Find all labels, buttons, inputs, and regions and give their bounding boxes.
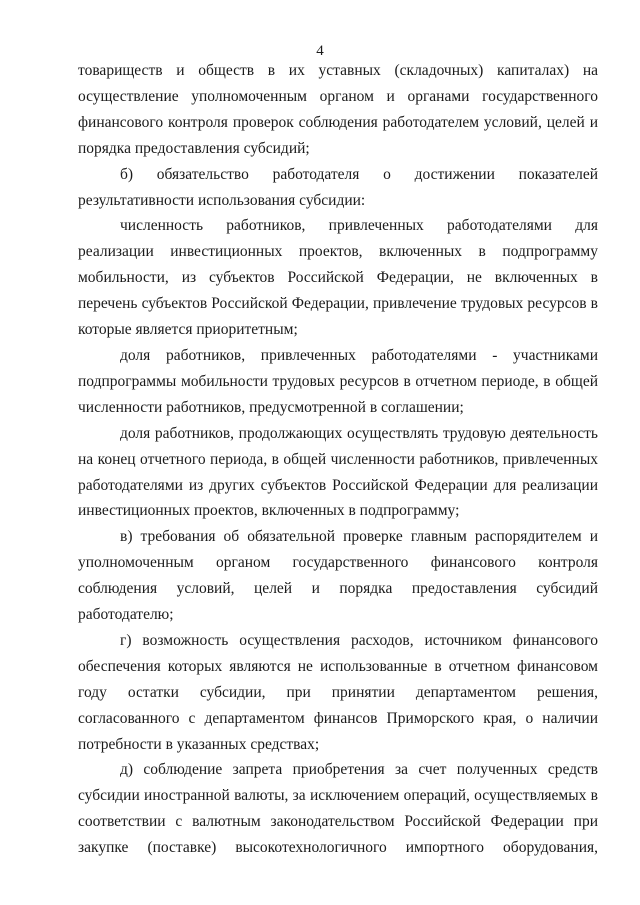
paragraph-indicator-share-attracted: доля работников, привлеченных работодателями - участниками подпрограммы мобильности трудовых ресурсов в отчетном периоде, в общей численности работников, предусмотренной в соглашении; bbox=[78, 346, 598, 416]
paragraph-item-v: в) требования об обязательной проверке главным распорядителем и уполномоченным органом государственного финансового контроля соблюдения условий, целей и порядка предоставления субсидий работодателю; bbox=[78, 528, 598, 624]
paragraph-item-d: д) соблюдение запрета приобретения за счет полученных средств субсидии иностранной валюты, за исключением операций, осуществляемых в соответствии с валютным законодательством Российской Федерации при закупке (поставке) высокотехнологичного импортного оборудования, bbox=[78, 761, 598, 857]
page-number: 4 bbox=[316, 43, 324, 59]
paragraph-indicator-headcount: численность работников, привлеченных работодателями для реализации инвестиционных проектов, включенных в подпрограмму мобильности, из субъектов Российской Федерации, не включенных в перечень субъектов Российской Федерации, привлечение трудовых ресурсов в которые является приоритетным; bbox=[78, 217, 598, 339]
document-body bbox=[78, 58, 598, 861]
paragraph-continuation: товариществ и обществ в их уставных (складочных) капиталах) на осуществление уполномоченным органом и органами государственного финансового контроля проверок соблюдения работодателем условий, целей и порядка предоставления субсидий; bbox=[78, 62, 598, 157]
paragraph-indicator-share-retained: доля работников, продолжающих осуществлять трудовую деятельность на конец отчетного периода, в общей численности работников, привлеченных работодателями из других субъектов Российской Федерации для реализации инвестиционных проектов, включенных в подпрограмму; bbox=[78, 424, 598, 520]
paragraph-item-g: г) возможность осуществления расходов, источником финансового обеспечения которых являются не использованные в отчетном финансовом году остатки субсидии, при принятии департаментом решения, согласованного с департаментом финансов Приморского края, о наличии потребности в указанных средствах; bbox=[78, 631, 598, 753]
paragraph-item-b: б) обязательство работодателя о достижении показателей результативности использования субсидии: bbox=[78, 165, 598, 209]
